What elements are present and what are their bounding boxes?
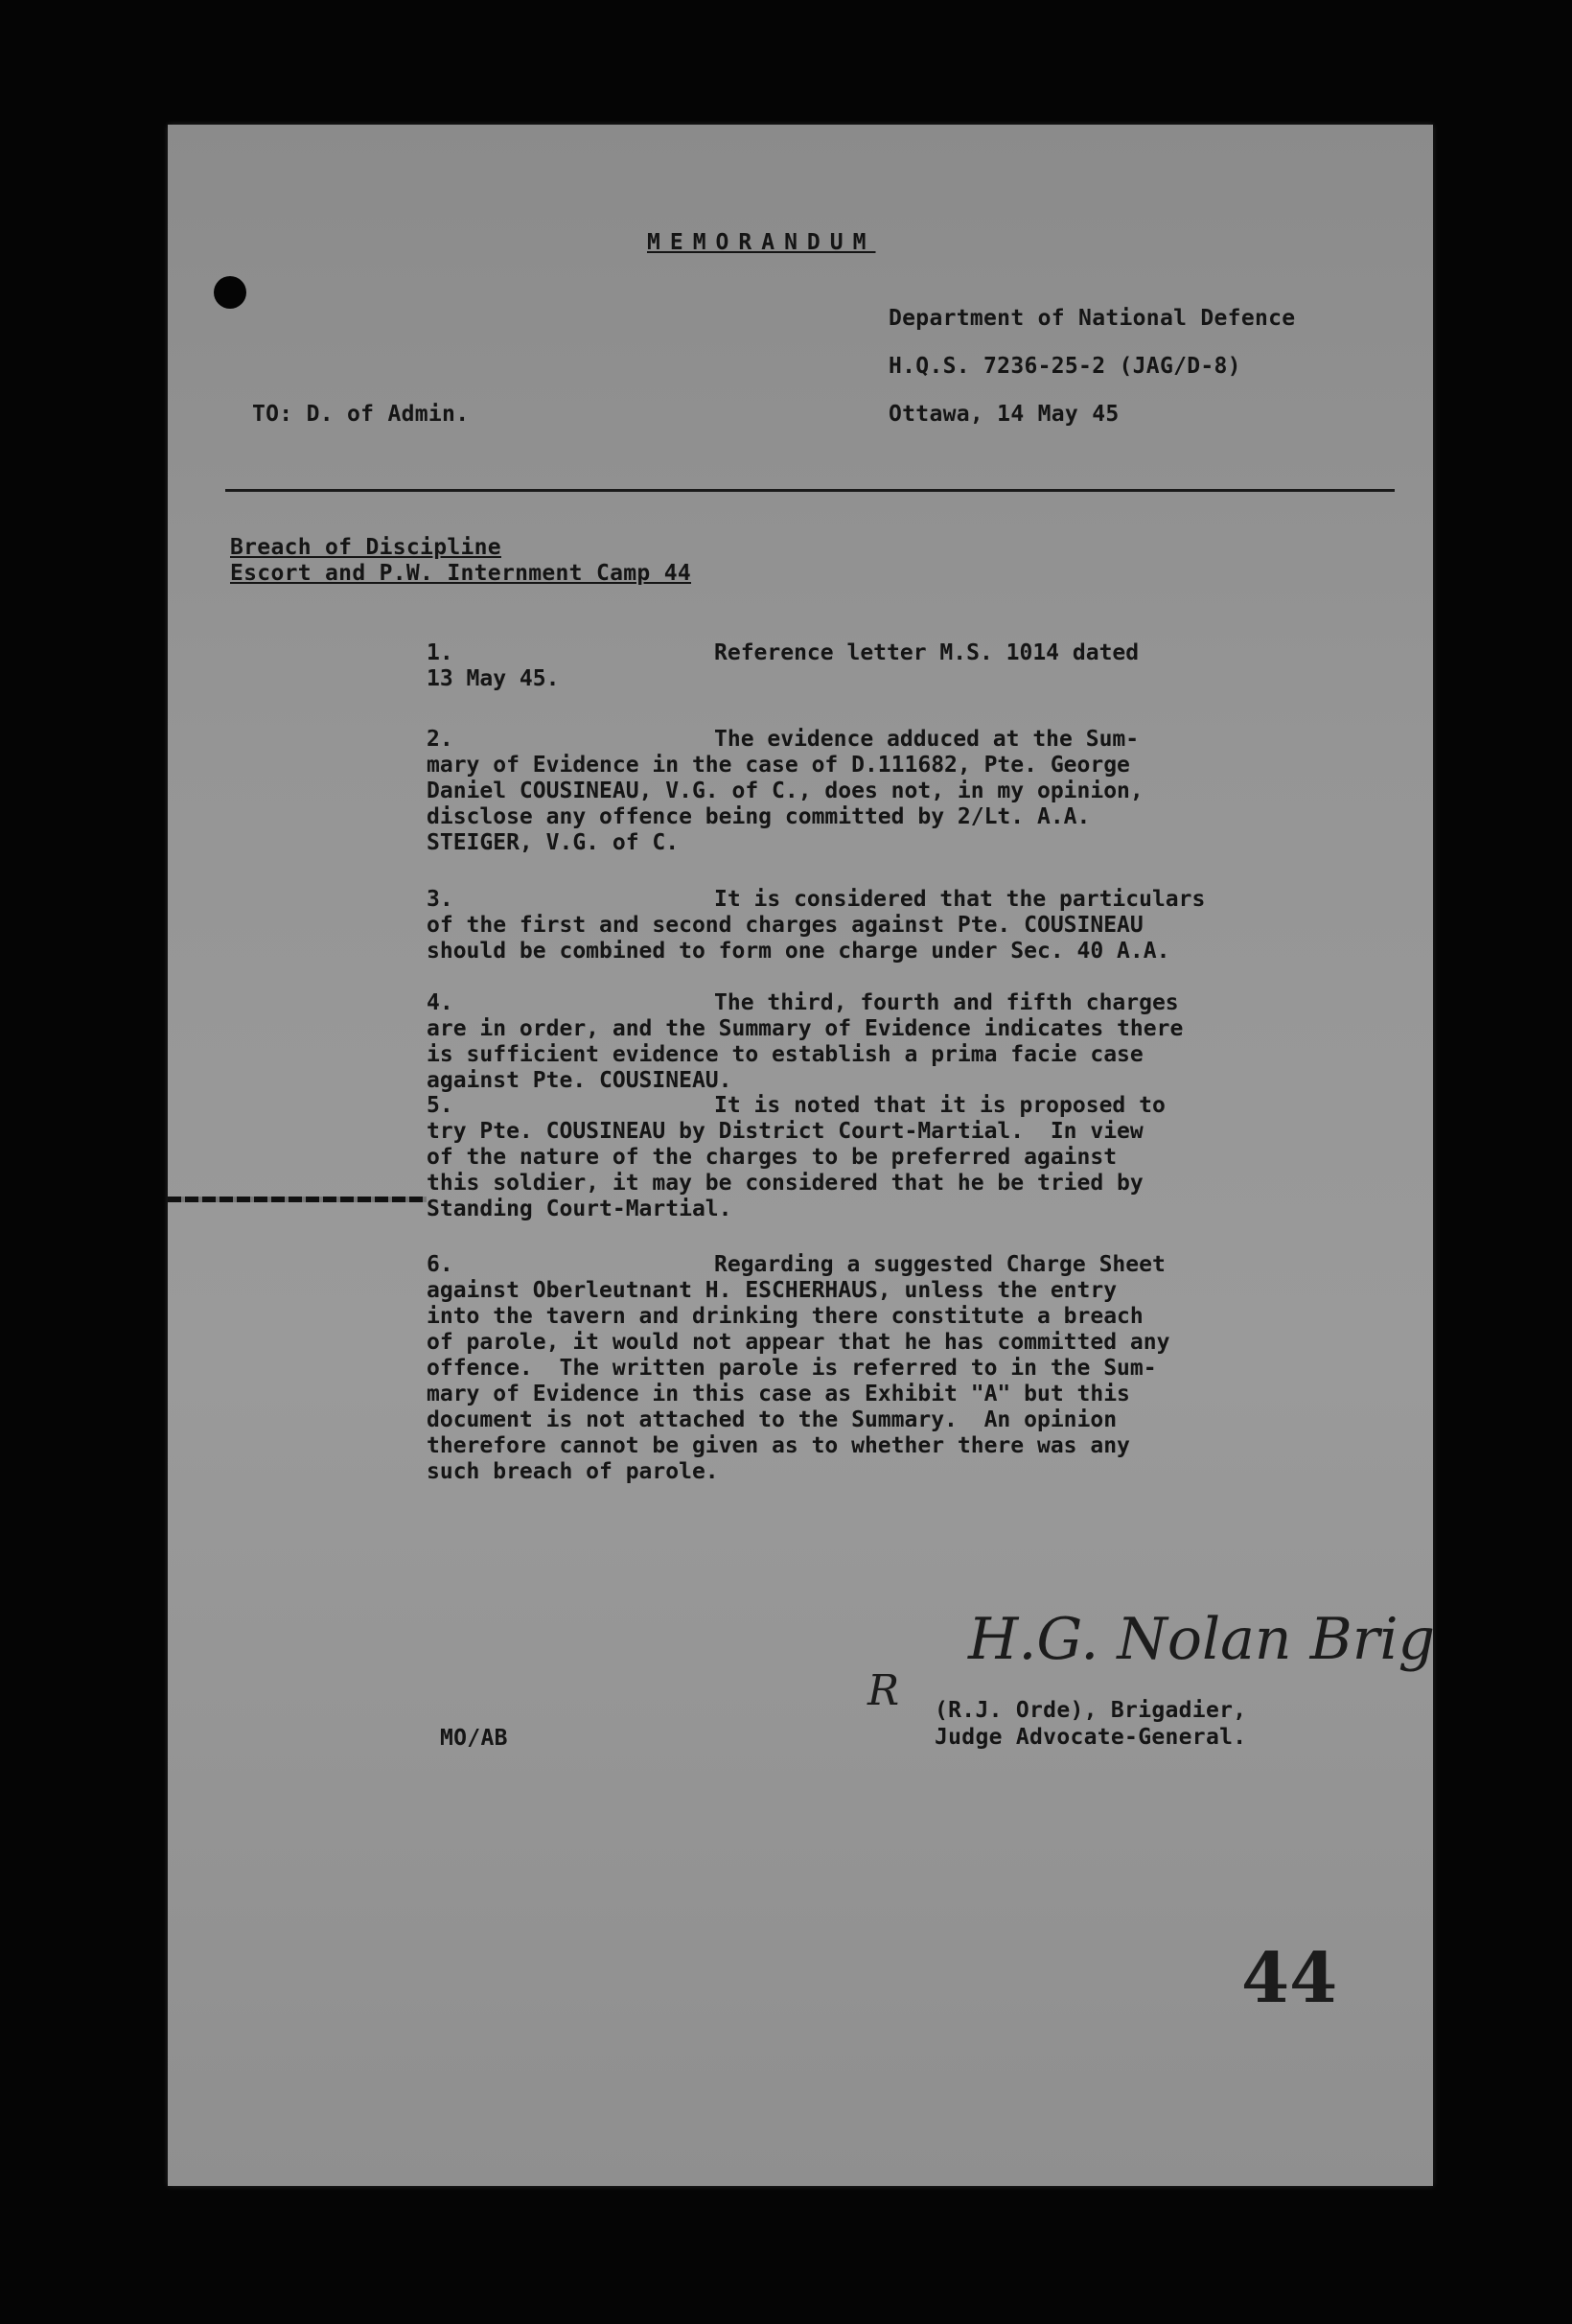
subject-line-2: Escort and P.W. Internment Camp 44: [230, 561, 692, 586]
handwritten-initial: R: [867, 1666, 900, 1715]
paragraph-line: into the tavern and drinking there constitute a breach: [427, 1304, 1144, 1329]
paragraph-number: 1.: [427, 640, 453, 665]
paragraph-line: 13 May 45.: [427, 666, 560, 691]
addressee: TO: D. of Admin.: [252, 402, 470, 427]
paragraph-first-line: Regarding a suggested Charge Sheet: [714, 1252, 1166, 1277]
paragraph-first-line: It is noted that it is proposed to: [714, 1093, 1166, 1118]
paragraph-line: STEIGER, V.G. of C.: [427, 830, 680, 855]
paragraph-line: should be combined to form one charge under Sec. 40 A.A.: [427, 939, 1170, 964]
place-date: Ottawa, 14 May 45: [889, 402, 1120, 427]
paragraph-line: of the nature of the charges to be preferred against: [427, 1145, 1118, 1170]
paragraph-line: of the first and second charges against Pte. COUSINEAU: [427, 913, 1144, 938]
paragraph-first-line: The evidence adduced at the Sum-: [714, 727, 1140, 752]
paragraph-line: of parole, it would not appear that he has committed any: [427, 1330, 1170, 1355]
paragraph-line: against Pte. COUSINEAU.: [427, 1068, 732, 1093]
paragraph-line: mary of Evidence in the case of D.111682, Pte. George: [427, 753, 1130, 778]
page-number: 44: [1241, 1937, 1338, 2018]
file-reference: H.Q.S. 7236-25-2 (JAG/D-8): [889, 354, 1241, 379]
paragraph-number: 6.: [427, 1252, 453, 1277]
paragraph-3: [427, 887, 1318, 964]
paragraph-first-line: The third, fourth and fifth charges: [714, 990, 1179, 1015]
paragraph-number: 4.: [427, 990, 453, 1015]
department: Department of National Defence: [889, 306, 1296, 331]
paragraph-line: therefore cannot be given as to whether there was any: [427, 1433, 1130, 1458]
header-divider: [225, 489, 1395, 492]
paragraph-line: offence. The written parole is referred to in the Sum-: [427, 1356, 1157, 1381]
subject-line-1: Breach of Discipline: [230, 535, 501, 560]
handwritten-signature: H.G. Nolan Brig: [968, 1606, 1436, 1673]
paragraph-line: disclose any offence being committed by 2/Lt. A.A.: [427, 804, 1091, 829]
paragraph-line: such breach of parole.: [427, 1459, 719, 1484]
paragraph-5: [427, 1093, 1318, 1222]
paragraph-line: is sufficient evidence to establish a prima facie case: [427, 1042, 1144, 1067]
paragraph-4: [427, 990, 1318, 1094]
paragraph-2: [427, 727, 1318, 856]
paragraph-number: 3.: [427, 887, 453, 912]
paragraph-first-line: Reference letter M.S. 1014 dated: [714, 640, 1140, 665]
paragraph-line: Daniel COUSINEAU, V.G. of C., does not, in my opinion,: [427, 779, 1144, 803]
paragraph-line: document is not attached to the Summary. An opinion: [427, 1407, 1118, 1432]
memo-title: MEMORANDUM: [647, 230, 876, 255]
paragraph-line: try Pte. COUSINEAU by District Court-Martial. In view: [427, 1119, 1144, 1144]
paragraph-line: against Oberleutnant H. ESCHERHAUS, unless the entry: [427, 1278, 1118, 1303]
signatory-name: (R.J. Orde), Brigadier,: [935, 1698, 1247, 1723]
paragraph-6: [427, 1252, 1318, 1485]
paragraph-first-line: It is considered that the particulars: [714, 887, 1206, 912]
paragraph-line: are in order, and the Summary of Evidence indicates there: [427, 1016, 1184, 1041]
perforation-mark: [168, 1197, 427, 1202]
paragraph-line: this soldier, it may be considered that he be tried by: [427, 1171, 1144, 1196]
paragraph-line: mary of Evidence in this case as Exhibit "A" but this: [427, 1382, 1130, 1406]
memorandum-page: [168, 125, 1436, 2186]
paragraph-number: 2.: [427, 727, 453, 752]
paragraph-1: [427, 640, 1318, 692]
paragraph-number: 5.: [427, 1093, 453, 1118]
punch-hole: [214, 276, 246, 309]
typist-initials: MO/AB: [440, 1726, 508, 1751]
paragraph-line: Standing Court-Martial.: [427, 1197, 732, 1221]
signatory-title: Judge Advocate-General.: [935, 1725, 1247, 1750]
